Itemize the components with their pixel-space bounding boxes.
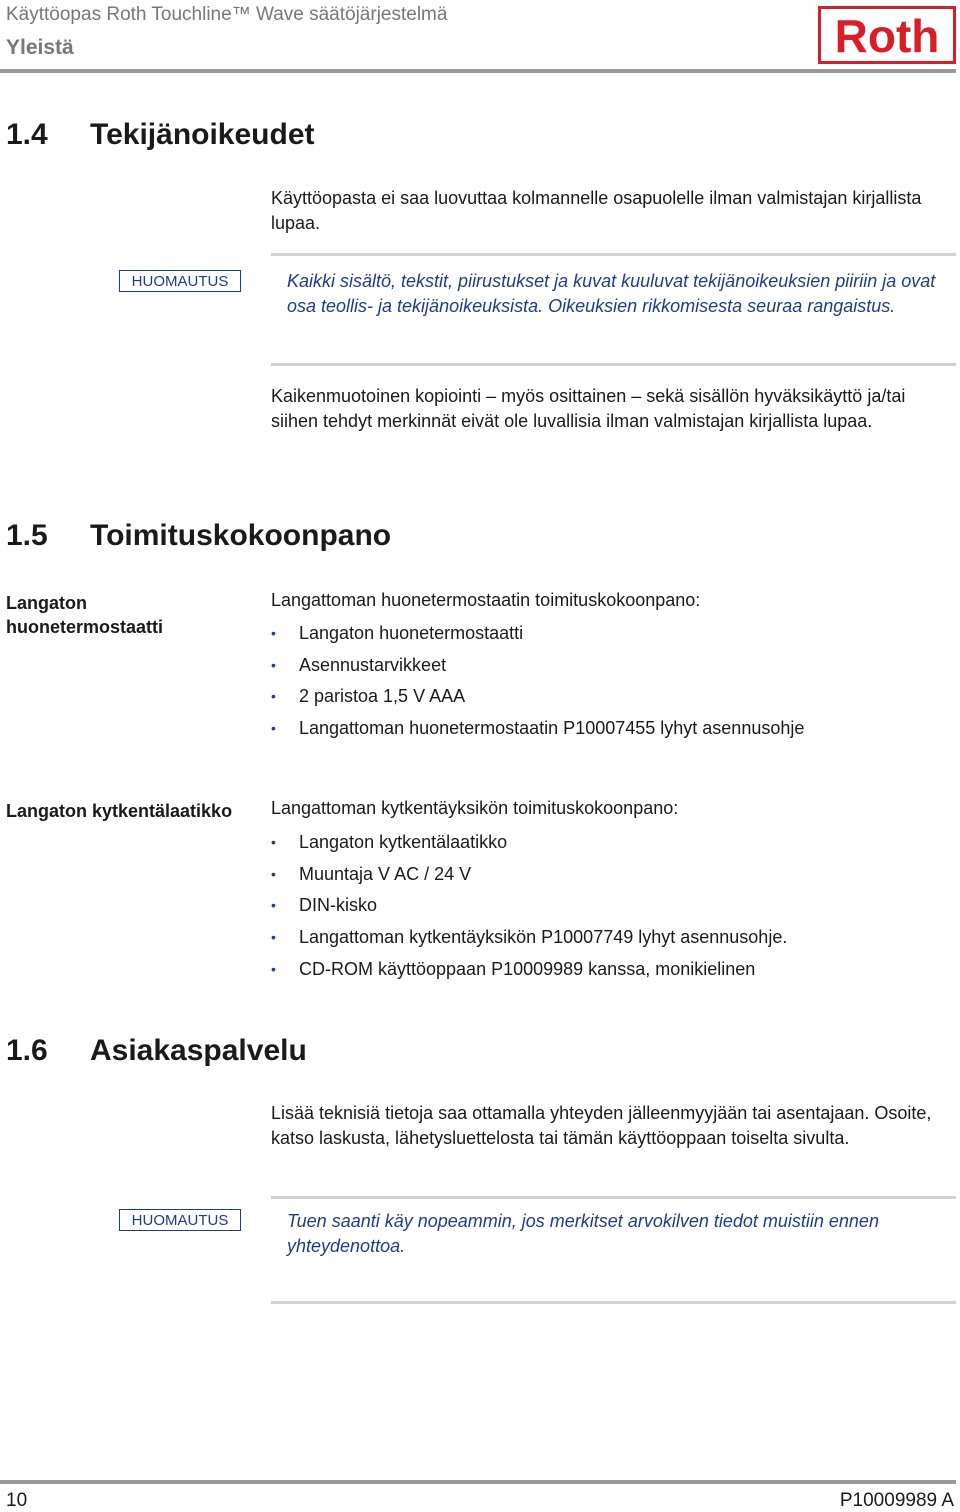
list-item-text: DIN-kisko — [299, 895, 378, 916]
note-top-rule — [271, 1196, 956, 1199]
roth-logo — [818, 6, 956, 64]
list-item — [271, 716, 951, 748]
delivery-list-junction-box — [271, 830, 951, 988]
section-heading-1-6 — [6, 1034, 606, 1070]
list-item — [271, 957, 951, 989]
note-bottom-rule — [271, 363, 956, 366]
bullet-icon: • — [271, 897, 276, 914]
logo-text: Roth — [834, 10, 940, 62]
list-item-text: CD-ROM käyttöoppaan P10009989 kanssa, monikielinen — [299, 958, 756, 979]
section-heading-1-4 — [6, 118, 606, 154]
group-label: Langaton kytkentälaatikko — [6, 801, 233, 821]
note-label: HUOMAUTUS — [119, 1209, 241, 1231]
list-item-text: Muuntaja V AC / 24 V — [299, 863, 472, 884]
note-top-rule — [271, 253, 956, 256]
list-item — [271, 653, 951, 685]
note-label: HUOMAUTUS — [119, 270, 241, 292]
bullet-icon: • — [271, 929, 276, 946]
copyright-paragraph-2: Kaikenmuotoinen kopiointi – myös osittainen – sekä sisällön hyväksikäyttö ja/tai siihen tehdyt merkinnät eivät ole luvallisia ilman valmistajan kirjallista lupaa. — [271, 386, 906, 431]
note-text: Kaikki sisältö, tekstit, piirustukset ja kuvat kuuluvat tekijänoikeuksien piiriin ja ovat osa teollis- ja tekijänoikeuksista. Oikeuksien rikkomisesta seuraa rangaistus. — [287, 271, 936, 316]
section-title: Toimituskokoonpano — [90, 519, 392, 552]
customer-service-paragraph: Lisää teknisiä tietoja saa ottamalla yhteyden jälleenmyyjään tai asentajaan. Osoite, katso laskusta, lähetysluettelosta tai tämän käyttöoppaan toiselta sivulta. — [271, 1103, 932, 1148]
section-title: Asiakaspalvelu — [90, 1034, 307, 1067]
bullet-icon: • — [271, 720, 276, 737]
delivery-list-thermostat — [271, 621, 951, 748]
list-item — [271, 862, 951, 894]
note-text: Tuen saanti käy nopeammin, jos merkitset arvokilven tiedot muistiin ennen yhteydenottoa. — [287, 1211, 879, 1256]
copyright-paragraph-1: Käyttöopasta ei saa luovuttaa kolmannelle osapuolelle ilman valmistajan kirjallista lupaa. — [271, 188, 922, 233]
group-intro: Langattoman huonetermostaatin toimituskokoonpano: — [271, 590, 701, 610]
document-code: P10009989 A — [839, 1490, 954, 1511]
list-item — [271, 684, 951, 716]
list-item — [271, 925, 951, 957]
bullet-icon: • — [271, 960, 276, 977]
bullet-icon: • — [271, 865, 276, 882]
list-item — [271, 621, 951, 653]
list-item — [271, 893, 951, 925]
footer-rule — [0, 1480, 956, 1484]
group-intro: Langattoman kytkentäyksikön toimituskokoonpano: — [271, 798, 679, 818]
group-label: Langaton huonetermostaatti — [6, 593, 164, 637]
bullet-icon: • — [271, 656, 276, 673]
list-item-text: Langaton huonetermostaatti — [299, 623, 524, 643]
section-number: 1.5 — [6, 519, 48, 552]
section-number: 1.6 — [6, 1034, 48, 1067]
section-title: Tekijänoikeudet — [90, 118, 315, 151]
list-item-text: Langattoman huonetermostaatin P10007455 lyhyt asennusohje — [299, 718, 805, 739]
note-bottom-rule — [271, 1301, 956, 1304]
list-item-text: Asennustarvikkeet — [299, 654, 447, 675]
section-number: 1.4 — [6, 118, 48, 151]
page-number: 10 — [6, 1490, 28, 1511]
document-title: Käyttöopas Roth Touchline™ Wave säätöjärjestelmä — [6, 4, 448, 25]
bullet-icon: • — [271, 834, 276, 850]
list-item-text: Langaton kytkentälaatikko — [299, 832, 508, 852]
chapter-name: Yleistä — [6, 36, 74, 59]
bullet-icon: • — [271, 625, 276, 641]
header-rule — [0, 69, 956, 73]
list-item — [271, 830, 951, 862]
list-item-text: Langattoman kytkentäyksikön P10007749 lyhyt asennusohje. — [299, 927, 788, 948]
section-heading-1-5 — [6, 519, 606, 555]
bullet-icon: • — [271, 688, 276, 705]
list-item-text: 2 paristoa 1,5 V AAA — [299, 686, 466, 707]
